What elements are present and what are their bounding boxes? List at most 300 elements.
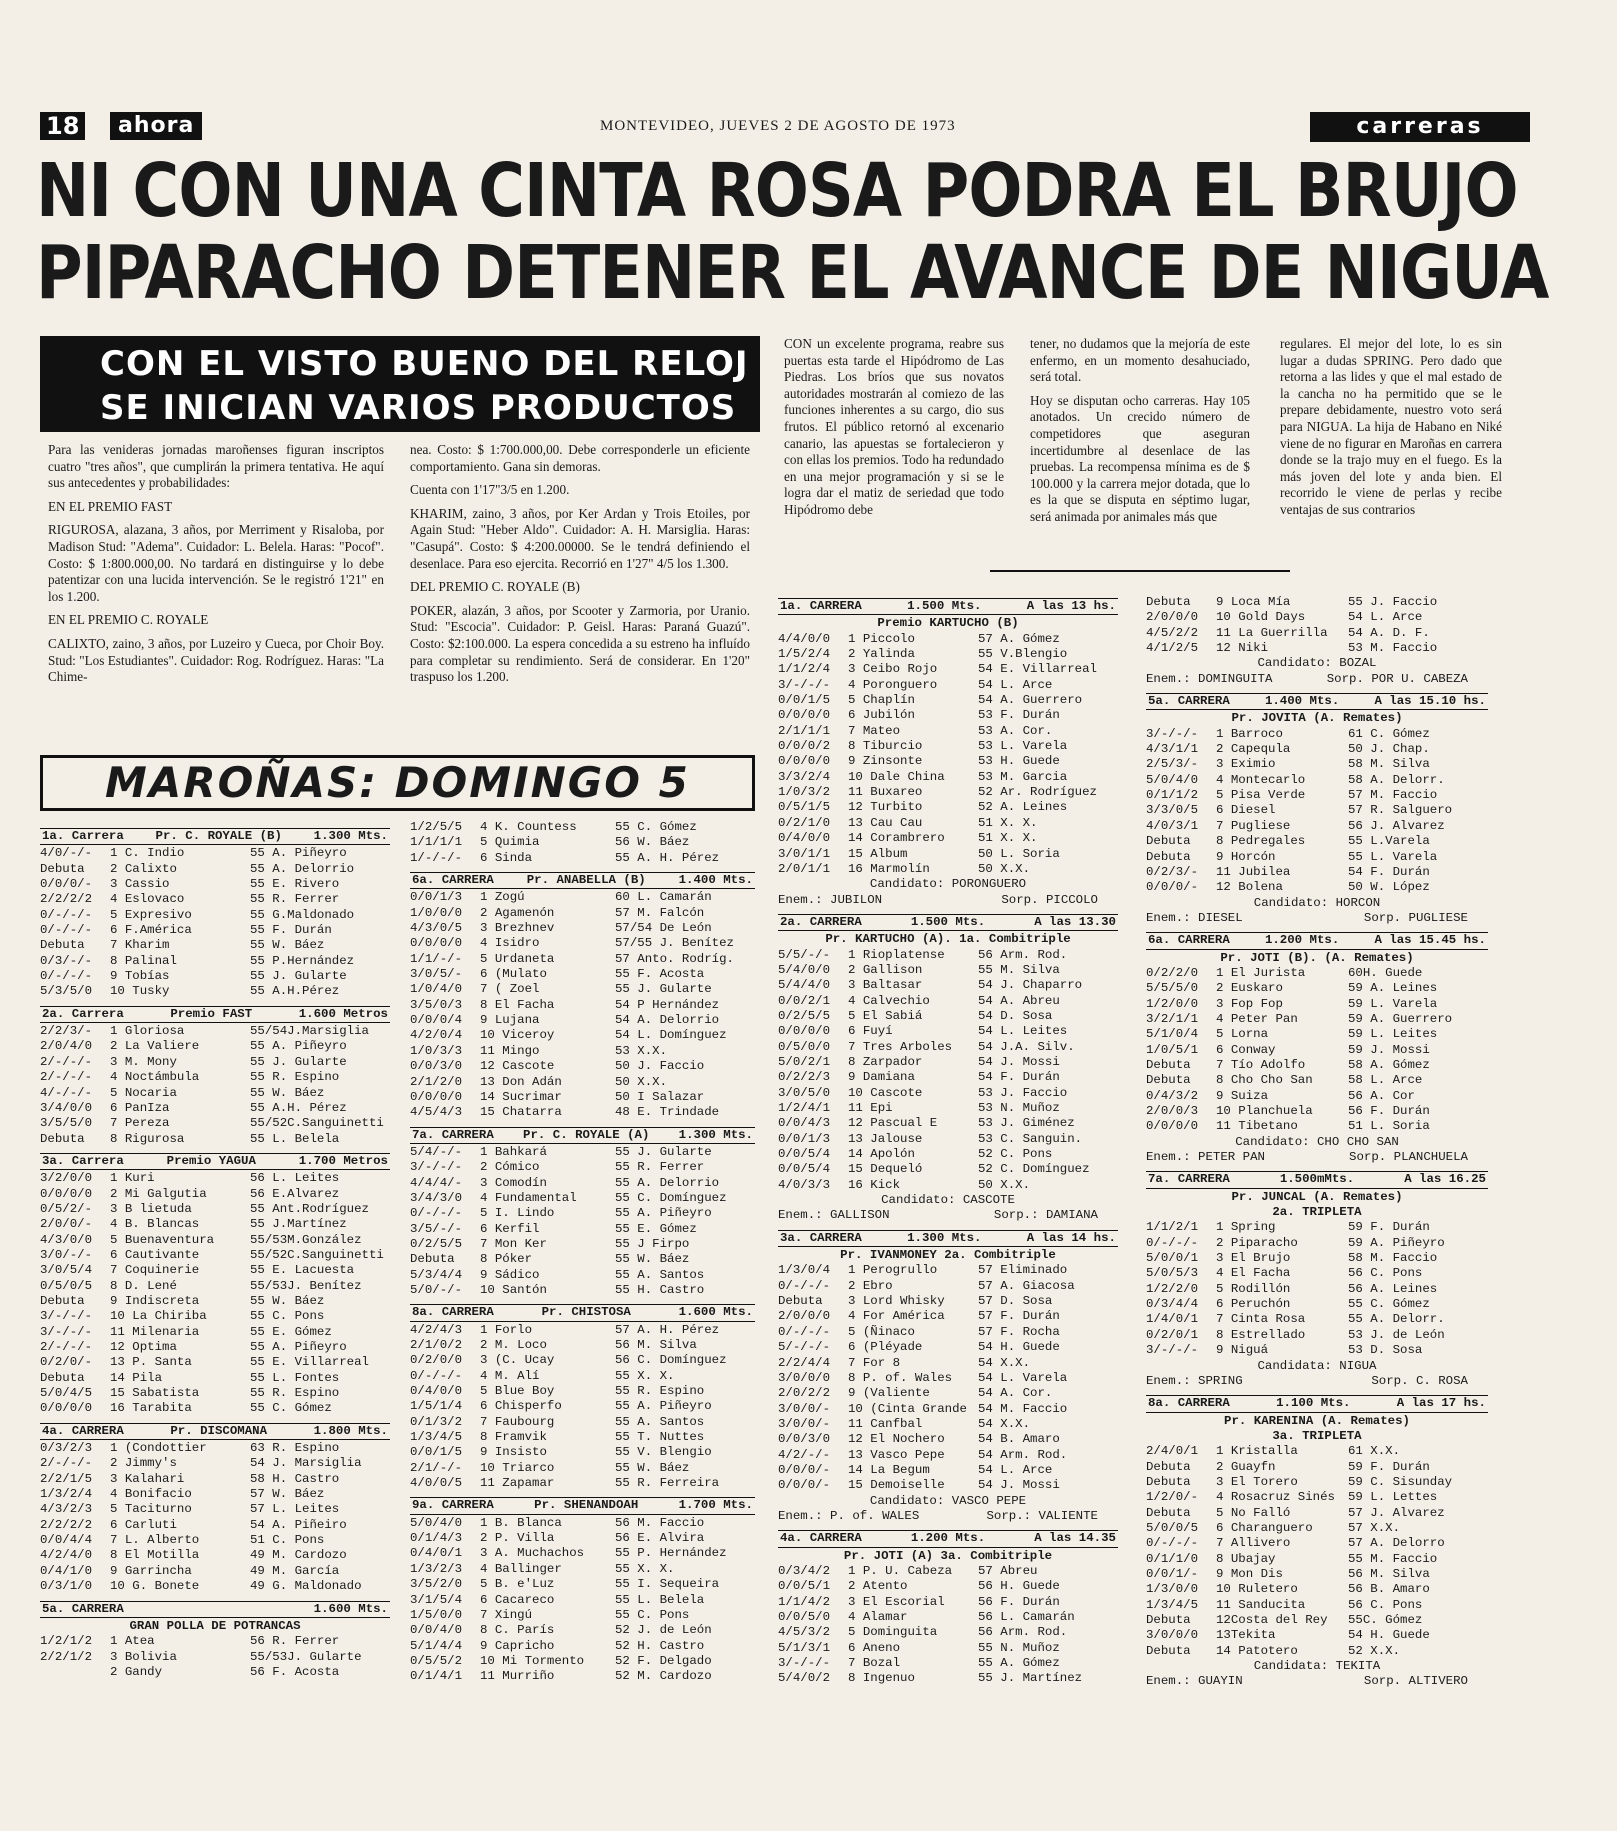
entry-jockey: 54 L. Domínguez [615,1028,727,1043]
entry-jockey: 54 J. Marsiglia [250,1456,362,1471]
entry-jockey: 63 R. Espino [250,1441,340,1456]
race-entry [1146,773,1488,788]
entry-form: 1/4/0/1 [1146,1312,1199,1327]
entry-jockey: 55 A. Piñeyro [250,1039,347,1054]
entry-jockey: 55/53M.González [250,1232,362,1247]
entry-form: 3/3/0/5 [1146,803,1199,818]
entry-jockey: 55 R. Ferrer [250,892,340,907]
entry-form: 0/0/0/0 [40,1186,93,1201]
race-block [1146,932,1488,1165]
entry-form: Debuta [1146,1613,1191,1627]
entry-jockey: 51 L. Soria [1348,1119,1430,1134]
entry-horse: 13 Cau Cau [848,815,923,830]
entry-jockey: 55 H. Castro [615,1282,705,1297]
race-entry [778,1448,1118,1463]
entry-horse: 5 Pisa Verde [1216,788,1306,803]
entry-jockey: 55 A. Piñeyro [250,1340,347,1354]
race-entry [1146,1220,1488,1235]
entry-form: Debuta [1146,834,1191,849]
entry-horse: 2 Capequla [1216,742,1291,757]
entry-horse: 11 La Guerrilla [1216,625,1328,640]
race-entry [778,770,1118,785]
race-block [410,820,755,866]
entry-horse: 8 Ubajay [1216,1551,1276,1566]
race-entry [1146,966,1488,981]
entry-form: 0/0/1/5 [410,1445,463,1460]
entry-horse: 7 For 8 [848,1355,901,1370]
race-entry [778,1432,1118,1447]
paragraph: EN EL PREMIO FAST [48,498,173,514]
entry-horse: 6 Diesel [1216,803,1276,818]
entry-form: 5/1/0/4 [1146,1027,1199,1042]
race-entry [410,1145,755,1160]
entry-jockey: 57 A. H. Pérez [615,1322,720,1337]
race-header-field: 1.500mMts. [1279,1172,1355,1187]
race-entry [410,1608,755,1623]
entry-jockey: 55 A.H. Pérez [250,1100,347,1115]
race-block [778,914,1118,1224]
entry-horse: 4 El Facha [1216,1266,1291,1281]
entry-jockey: 55 W. Báez [250,938,325,953]
race-header [1146,1171,1488,1188]
race-block [778,598,1118,908]
race-header [778,914,1118,931]
entry-form: 4/4/0/0 [778,631,831,646]
paragraph: Para las venideras jornadas maroñenses figuran inscriptos cuatro "tres años", que cumplirán la primera tentativa. He aquí sus antecedentes y probabilidades: [48,442,384,491]
entry-form: 2/1/-/- [410,1460,463,1475]
entry-form: 0/-/-/- [40,969,93,984]
entry-jockey: 54 J.A. Silv. [978,1039,1075,1054]
entry-jockey: 54 F. Durán [978,1070,1060,1085]
race-footer [1146,1674,1488,1689]
entry-form: 2/0/0/- [40,1217,93,1232]
entry-form: 0/5/5/2 [410,1653,463,1668]
entry-form: 0/2/5/5 [410,1236,463,1251]
race-header-field: Pr. C. ROYALE (A) [523,1127,650,1142]
entry-form: 4/5/3/2 [778,1625,831,1640]
entry-jockey: 55 C. Domínguez [615,1190,727,1205]
race-entry [410,921,755,936]
entry-jockey: 53 A. Cor. [978,723,1053,738]
entry-horse: 1 Forlo [480,1322,533,1337]
entry-form: 1/1/2/4 [778,662,831,677]
entry-horse: 5 (Ñinaco [848,1324,915,1339]
race-entry [778,1610,1118,1625]
entry-horse: 10 Dale China [848,769,945,784]
entry-horse: 2 Mi Galgutia [110,1186,207,1201]
race-entry [410,1044,755,1059]
entry-form: 3/5/2/0 [410,1577,463,1592]
entry-form: 1/1/2/1 [1146,1220,1199,1235]
entry-jockey: 54 L. Arce [1348,610,1423,625]
entry-horse: 7 Mateo [848,723,901,738]
entry-form: 5/1/4/4 [410,1638,463,1653]
race-header-field: A las 13.30 [1034,914,1116,929]
entry-form: 0/0/0/- [40,877,93,892]
entry-jockey: 55 E. Gómez [250,1324,332,1339]
entry-jockey: 54 X.X. [978,1355,1031,1370]
entry-jockey: 56 B. Amaro [1348,1582,1430,1597]
race-entry [1146,1312,1488,1327]
entry-jockey: 55 A. Piñeyro [615,1206,712,1221]
race-candidate: Candidata: NIGUA [1257,1358,1377,1373]
entry-form: 2/2/2/2 [40,1517,93,1532]
entry-jockey: 54 A. D. F. [1348,625,1430,640]
entry-jockey: 55 L. Belela [250,1131,340,1146]
race-header-field: 3a. CARRERA [780,1230,862,1245]
entry-jockey: 55 A.H.Pérez [250,984,340,999]
entry-horse: 2 Ebro [848,1278,893,1293]
entry-jockey: 52 A. Leines [978,800,1068,815]
race-entry [410,1268,755,1283]
entry-form: 5/0/0/1 [1146,1251,1199,1266]
entry-jockey: 55 L. Varela [1348,849,1438,864]
race-entry [410,1593,755,1608]
entry-horse: 3 Bolivia [110,1649,177,1664]
race-footer [778,893,1118,908]
entry-horse: 10 Planchuela [1216,1104,1313,1118]
entry-form: 5/0/4/0 [410,1515,463,1530]
entry-form: Debuta [1146,1057,1191,1072]
entry-form: 0/0/0/0 [778,754,831,769]
entry-horse: 8 El Motilla [110,1548,200,1563]
entry-horse: 6 Charanguero [1216,1520,1313,1535]
race-enemy: Enem.: GUAYIN [1146,1674,1243,1689]
entry-jockey: 56 R. Ferrer [250,1634,340,1649]
entry-form: Debuta [1146,1459,1191,1474]
entry-form: 3/5/0/3 [410,997,463,1012]
entry-jockey: 55C. Gómez [1348,1613,1423,1627]
entry-form: 0/-/-/- [40,923,93,938]
entry-horse: 5 Expresivo [110,907,192,922]
entry-jockey: 55 X. X. [615,1368,675,1383]
race-header-field: 1.700 Mts. [678,1498,753,1513]
entry-jockey: 54 A. Guerrero [978,693,1083,708]
race-entry [410,982,755,997]
entry-horse: 9 Tobías [110,969,170,984]
entry-form: 0/5/2/- [40,1201,93,1216]
race-surprise: Sorp.: VALIENTE [986,1508,1098,1523]
race-entry [410,1237,755,1252]
entry-horse: 8 Palinal [110,953,177,968]
entry-jockey: 55/54J.Marsiglia [250,1024,369,1039]
entry-horse: 9 Niguá [1216,1343,1269,1358]
race-prize-name: Pr. KARENINA (A. Remates) [1224,1413,1410,1428]
entry-jockey: 56 L. Camarán [978,1610,1075,1624]
entry-jockey: 55 X. X. [615,1561,675,1576]
race-entry [40,1371,390,1386]
race-block [1146,595,1488,687]
race-entry [410,952,755,967]
entry-horse: 3 Baltasar [848,978,923,993]
entry-form: 0/0/1/3 [778,1131,831,1146]
race-header-field: 1.300 Mts. [907,1230,982,1245]
top-bar [40,112,1530,142]
entry-jockey: 49 M. Cardozo [250,1548,347,1563]
entry-horse: 9 Insisto [480,1445,547,1460]
race-entry [1146,1282,1488,1297]
race-header-field: 6a. CARRERA [1148,933,1230,948]
race-entry [778,1340,1118,1355]
entry-form: Debuta [40,1370,85,1385]
entry-horse: 4 Calvechio [848,993,930,1008]
race-entry [40,1294,390,1309]
race-entry [40,1055,390,1070]
entry-jockey: 57 R. Salguero [1348,803,1453,818]
race-entry [40,1187,390,1202]
race-entry [40,846,390,861]
entry-jockey: 55 P. Hernández [615,1546,727,1561]
entry-form: 0/5/1/5 [778,800,831,815]
entry-horse: 7 Mon Ker [480,1236,547,1251]
entry-form: 3/0/1/1 [778,846,831,861]
race-entry [410,1639,755,1654]
entry-jockey: 61 C. Gómez [1348,726,1430,741]
entry-jockey: 59 C. Sisunday [1348,1474,1453,1489]
entry-horse: 8 Estrellado [1216,1327,1306,1342]
entry-jockey: 53 M. Garcia [978,769,1068,784]
race-entry [778,1040,1118,1055]
piedras-column-2 [1146,595,1488,1825]
race-entry [778,862,1118,877]
entry-jockey: 55 E. Rivero [250,877,340,892]
entry-form: 0/2/1/0 [778,815,831,830]
race-entry [1146,1251,1488,1266]
entry-horse: 1 P. U. Cabeza [848,1563,953,1578]
entry-form: 1/1/4/2 [778,1594,831,1609]
entry-form: 0/4/1/0 [40,1563,93,1578]
race-entry [778,678,1118,693]
entry-form: 5/5/-/- [778,947,831,962]
race-entry [778,1086,1118,1101]
entry-jockey: 56 C. Pons [1348,1266,1423,1281]
race-entry [778,1371,1118,1386]
entry-form: 4/1/2/5 [1146,641,1199,656]
entry-jockey: 58 L. Arce [1348,1073,1423,1088]
entry-form: 3/0/5/- [410,967,463,982]
race-prize-name: Pr. IVANMONEY 2a. Combitriple [840,1248,1056,1263]
entry-horse: 3 Brezhnev [480,921,555,936]
race-entry [40,1548,390,1563]
race-enemy: Enem.: DOMINGUITA [1146,671,1273,686]
entry-horse: 2 Cómico [480,1160,540,1175]
entry-form: 4/0/0/5 [410,1476,463,1491]
entry-jockey: 55 J. Gularte [250,1054,347,1069]
race-entry [778,1024,1118,1039]
entry-jockey: 56 Arm. Rod. [978,947,1068,962]
race-entry [1146,1628,1488,1643]
entry-form: 1/2/1/2 [40,1634,93,1649]
entry-jockey: 53 J. Faccio [978,1085,1068,1100]
race-enemy: Enem.: DIESEL [1146,910,1243,925]
race-entry [40,1634,390,1649]
entry-jockey: 55 A. Delorrio [250,861,355,876]
paragraph: CON un excelente programa, reabre sus puertas esta tarde el Hipódromo de Las Piedras. Los bríos que sus novatos autoridades mostrarán al comiezo de las funciones inherentes a su cargo, dio sus frutos. El público retornó al excenario canario, las apuestas se fortalecieron y con ellas los premios. Todo ha redundado en una mejor programación y si se le logra dar el matiz de seriedad que todo Hipódromo debe [784,336,1004,517]
race-header-field: 1.100 Mts. [1276,1396,1351,1411]
race-header-field: 1.400 Mts. [1264,694,1340,709]
entry-jockey: 57 Anto. Rodríg. [615,951,734,966]
paragraph: KHARIM, zaino, 3 años, por Ker Ardan y Trois Etoiles, por Again Stud: "Heber Aldo". Cuidador: A. H. Marsiglia. Haras: "Casupá". Costo: $ 4:200.00000. Se le tendrá definiendo el desenlace. Para eso ejercita. Recorrió en 1'27" 4/5 los 1.300. [410,505,750,571]
entry-form: 0/0/1/5 [778,693,831,708]
race-candidate: Candidato: PORONGUERO [869,877,1027,892]
race-entry [40,1233,390,1248]
race-entry [1146,1567,1488,1582]
entry-jockey: 55 R. Ferreira [615,1476,720,1491]
entry-jockey: 55 A. Piñeyro [615,1399,712,1414]
race-block [778,1230,1118,1525]
entry-horse: 3 B lietuda [110,1201,192,1216]
entry-form: 2/2/1/2 [40,1649,93,1664]
entry-jockey: 55 J. Gularte [250,969,347,984]
entry-form: 0/4/0/1 [410,1546,463,1561]
entry-form: 1/0/3/3 [410,1043,463,1058]
entry-jockey: 55 J. Faccio [1348,595,1438,609]
entry-jockey: 55 A. Delorrio [615,1175,720,1190]
entry-form: 0/2/0/- [40,1355,93,1370]
entry-form: 5/0/5/3 [1146,1266,1199,1281]
entry-horse: 1 Atea [110,1634,155,1649]
race-entry [1146,1073,1488,1088]
race-entry [1146,1089,1488,1104]
entry-horse: 2 Gandy [110,1664,163,1679]
entry-jockey: 55 W. Báez [250,1085,325,1100]
entry-jockey: 53 F. Durán [978,708,1060,723]
entry-form: 0/3/4/4 [1146,1297,1199,1312]
race-entry [1146,1475,1488,1490]
entry-jockey: 54 L. Arce [978,1462,1053,1477]
entry-horse: 13 Don Adán [480,1074,562,1089]
entry-jockey: 54 A. Abreu [978,993,1060,1008]
race-entry [1146,1598,1488,1613]
race-block [40,828,390,1000]
entry-jockey: 52 C. Pons [978,1147,1053,1162]
race-block [40,1423,390,1595]
race-entry [410,1105,755,1120]
race-header-field: Premio YAGUA [166,1153,256,1168]
entry-jockey: 56 A. Leines [1348,1281,1438,1296]
entry-horse: 8 Ingenuo [848,1671,915,1686]
paragraph: regulares. El mejor del lote, lo es sin lugar a dudas SPRING. Pero dado que retorna a las lides y que el mal estado de la cancha no ha permitido que se le prepare debidamente, nuestro voto será para NIGUA. La hija de Habano en Niké viene de no figurar en Maroñas en carrera donde se la trajo muy en el fuego. Es la más joven del lote y anda bien. El recorrido le viene de perlas y recibe ventajas de sus contrarios [1280,336,1502,517]
entry-jockey: 55 V.Blengio [978,647,1068,662]
race-header-field: 3a. Carrera [42,1153,124,1168]
entry-horse: 1 Piccolo [848,631,915,646]
entry-form: 5/1/3/1 [778,1640,831,1655]
entry-horse: 1 Perogrullo [848,1263,938,1278]
entry-horse: 7 Bozal [848,1656,901,1671]
entry-form: 1/5/2/4 [778,647,831,662]
race-block [40,1006,390,1147]
paragraph: RIGUROSA, alazana, 3 años, por Merriment y Risaloba, por Madison Stud: "Adema". Cuidador: L. Belela. Haras: "Pocof". Costo: $ 1:800.000,00. No tardará en distinguirse y lo debe patentizar con una lucida intervención. Se le registró 1'21" en los 1.200. [48,522,384,604]
race-entry [778,1294,1118,1309]
entry-horse: 5 Rodillón [1216,1281,1291,1296]
entry-horse: 11 Milenaria [110,1324,200,1339]
entry-form: 2/1/0/2 [410,1338,463,1352]
entry-form: 1/3/2/3 [410,1561,463,1576]
entry-jockey: 61 X.X. [1348,1444,1401,1459]
entry-horse: 5 No Falló [1216,1505,1291,1520]
race-entry [40,954,390,969]
entry-jockey: 52 F. Delgado [615,1653,712,1668]
entry-jockey: 57 W. Báez [250,1487,325,1502]
race-header [1146,1395,1488,1412]
race-entry [778,816,1118,831]
race-entry [410,1191,755,1206]
entry-form: 0/2/2/3 [778,1070,831,1085]
entry-jockey: 55 E. Lacuesta [250,1263,355,1278]
entry-form: 1/3/0/4 [778,1263,831,1278]
entry-form: 4/4/4/- [410,1175,463,1190]
entry-form: 0/-/-/- [778,1278,831,1293]
entry-horse: 7 Allivero [1216,1536,1291,1551]
race-header-field: 8a. CARRERA [1148,1396,1230,1411]
entry-horse: 8 Pedregales [1216,834,1306,849]
race-prize-name: Pr. JOTI (B). (A. Remates) [1220,950,1414,965]
piedras-column-1 [778,598,1118,1828]
entry-horse: 8 Cho Cho San [1216,1073,1313,1088]
race-header-field: 1.600 Mts. [313,1601,388,1616]
entry-jockey: 55 W. Báez [615,1252,690,1267]
entry-jockey: 55 L. Belela [615,1592,705,1607]
entry-form: 0/-/-/- [778,1324,831,1339]
article1-column-1 [48,442,384,747]
race-header-field: A las 14.35 [1034,1531,1116,1546]
race-entry [778,1009,1118,1024]
entry-jockey: 54 F. Durán [1348,864,1430,879]
entry-jockey: 59 L. Leites [1348,1027,1438,1042]
entry-horse: 7 Coquinerie [110,1263,200,1278]
entry-jockey: 54 E. Villarreal [978,662,1097,677]
entry-jockey: 50 X.X. [978,861,1031,876]
entry-jockey: 55 N. Muñoz [978,1640,1060,1655]
entry-horse: 12 Bolena [1216,880,1283,895]
entry-jockey: 58 A. Delorr. [1348,772,1445,787]
entry-horse: 8 Rigurosa [110,1131,185,1146]
race-header-field: Pr. C. ROYALE (B) [155,829,282,843]
paragraph: CALIXTO, zaino, 3 años, por Luzeiro y Cueca, por Choir Boy. Stud: "Los Estudiantes". Cuidador: Rog. Rodríguez. Haras: "La Chime- [48,635,384,685]
entry-horse: 4 Peter Pan [1216,1011,1298,1026]
entry-jockey: 54 L. Arce [978,677,1053,692]
race-entry [40,1279,390,1294]
entry-horse: 14 Apolón [848,1147,915,1162]
entry-jockey: 60H. Guede [1348,965,1423,980]
entry-form: 2/0/0/3 [1146,1104,1199,1118]
entry-form: 2/1/2/0 [410,1074,463,1089]
race-entry [1146,1490,1488,1505]
entry-horse: 12 Niki [1216,641,1269,656]
race-header [40,828,390,845]
race-footer [1146,672,1488,687]
entry-jockey: 51 C. Pons [250,1533,325,1548]
race-header-field: 5a. CARRERA [42,1601,124,1616]
entry-horse: 14 Corambrero [848,831,945,846]
race-entry [40,1533,390,1548]
entry-form: 3/0/0/0 [1146,1628,1199,1643]
entry-jockey: 55 V. Blengio [615,1445,712,1460]
section-label: carreras [1310,112,1530,142]
race-surprise: Sorp. POR U. CABEZA [1326,671,1468,686]
entry-jockey: 59 L. Lettes [1348,1490,1438,1505]
race-header-field: 1a. CARRERA [780,599,862,613]
entry-jockey: 52 Ar. Rodríguez [978,785,1097,800]
race-header-field: 4a. CARRERA [42,1423,124,1438]
entry-form: 2/-/-/- [40,1340,93,1354]
race-entry [778,800,1118,815]
entry-jockey: 52 H. Castro [615,1638,705,1653]
race-header-field: 1.300 Mts. [678,1127,753,1142]
entry-form: 0/5/0/0 [778,1039,831,1054]
race-entry [40,1309,390,1324]
entry-jockey: 55 F. Durán [250,923,332,938]
